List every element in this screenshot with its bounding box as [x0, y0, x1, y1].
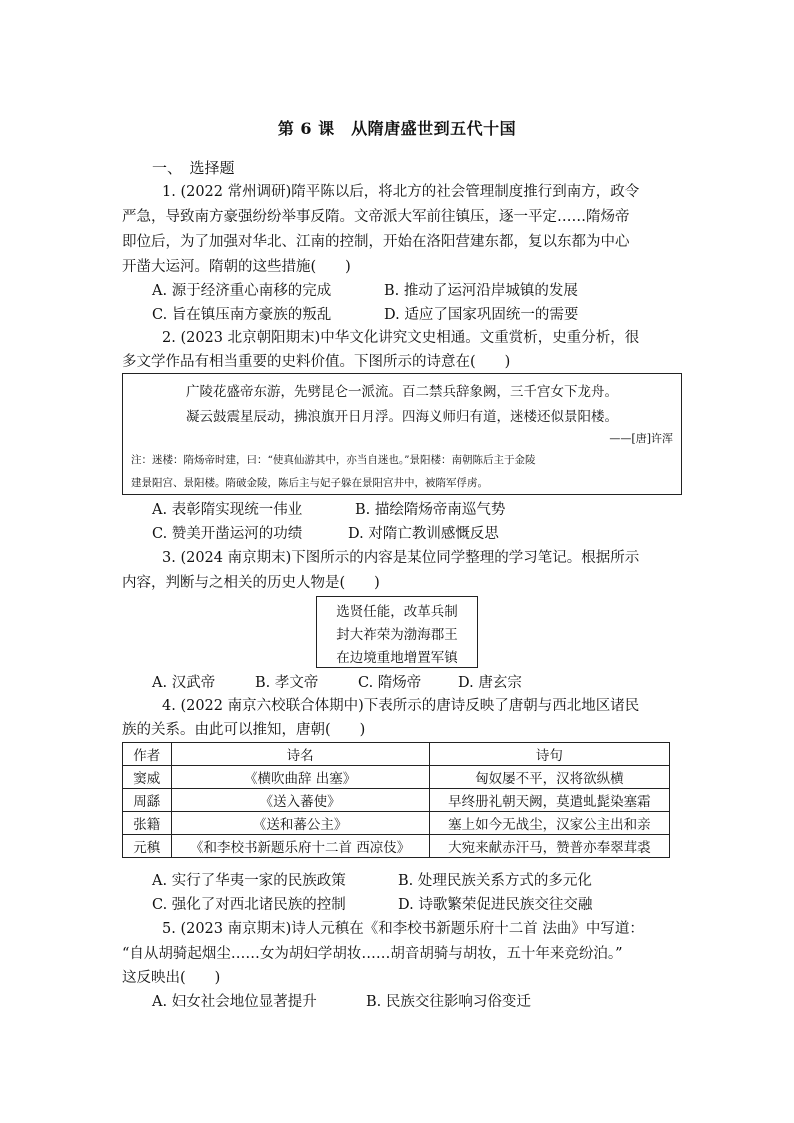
- q4-line: 4. (2022 南京六校联合体期中)下表所示的唐诗反映了唐朝与西北地区诸民: [162, 698, 640, 714]
- q1-line: 即位后，为了加强对华北、江南的控制，开始在洛阳营建东都，复以东都为中心: [122, 234, 630, 250]
- table-header: 作者: [123, 743, 172, 766]
- table-cell: 塞上如今无战尘，汉家公主出和亲: [429, 812, 669, 835]
- table-header: 诗句: [429, 743, 669, 766]
- table-cell: 《送和蕃公主》: [171, 812, 429, 835]
- poem-table: [122, 742, 670, 858]
- poem-line: 广陵花盛帝东游，先劈昆仑一派流。百二禁兵辞象阙，三千宫女下龙舟。: [186, 384, 618, 400]
- q2-option-c: C. 赞美开凿运河的功绩: [152, 526, 303, 542]
- q3-line: 3. (2024 南京期末)下图所示的内容是某位同学整理的学习笔记。根据所示: [162, 550, 640, 566]
- q1-option-b: B. 推动了运河沿岸城镇的发展: [384, 283, 578, 299]
- q1-line: 严急，导致南方豪强纷纷举事反隋。文帝派大军前往镇压，逐一平定……隋炀帝: [122, 209, 630, 225]
- table-cell: 匈奴屡不平，汉将欲纵横: [429, 766, 669, 789]
- q1-option-a: A. 源于经济重心南移的完成: [152, 283, 332, 299]
- q1-line: 1. (2022 常州调研)隋平陈以后，将北方的社会管理制度推行到南方，政令: [162, 184, 640, 200]
- table-cell: 元稹: [123, 835, 172, 858]
- q2-line: 2. (2023 北京朝阳期末)中华文化讲究文史相通。文重赏析，史重分析，很: [162, 330, 640, 346]
- q5-line: 这反映出( ): [122, 970, 221, 986]
- q4-option-c: C. 强化了对西北诸民族的控制: [152, 897, 346, 913]
- table-cell: 张籍: [123, 812, 172, 835]
- table-header-row: [123, 743, 670, 766]
- q2-option-b: B. 描绘隋炀帝南巡气势: [355, 502, 506, 518]
- table-row: [123, 812, 670, 835]
- q1-option-d: D. 适应了国家巩固统一的需要: [384, 307, 579, 323]
- q2-option-a: A. 表彰隋实现统一伟业: [152, 502, 303, 518]
- table-cell: 大宛来献赤汗马，赞普亦奉翠茸裘: [429, 835, 669, 858]
- q3-option-d: D. 唐玄宗: [458, 675, 522, 691]
- poem-box: [122, 373, 682, 495]
- q5-option-b: B. 民族交往影响习俗变迁: [366, 994, 531, 1010]
- q5-line: 5. (2023 南京期末)诗人元稹在《和李校书新题乐府十二首 法曲》中写道：: [162, 921, 644, 937]
- table-cell: 周繇: [123, 789, 172, 812]
- q1-line: 开凿大运河。隋朝的这些措施( ): [122, 259, 351, 275]
- q3-option-b: B. 孝文帝: [255, 675, 319, 691]
- table-cell: 《横吹曲辞 出塞》: [171, 766, 429, 789]
- table-cell: 早终册礼朝天阙，莫遣虬髭染塞霜: [429, 789, 669, 812]
- poem-note-line: 注：迷楼：隋炀帝时建，曰：“使真仙游其中，亦当自迷也。”景阳楼：南朝陈后主于金陵: [131, 454, 536, 466]
- q1-option-c: C. 旨在镇压南方豪族的叛乱: [152, 307, 332, 323]
- q4-line: 族的关系。由此可以推知，唐朝( ): [122, 722, 366, 738]
- study-note: 封大祚荣为渤海郡王: [336, 627, 458, 643]
- q5-line: “自从胡骑起烟尘……女为胡妇学胡妆……胡音胡骑与胡妆，五十年来竞纷泊。”: [122, 946, 623, 962]
- table-cell: 《和李校书新题乐府十二首 西凉伎》: [171, 835, 429, 858]
- q4-option-b: B. 处理民族关系方式的多元化: [398, 873, 592, 889]
- table-cell: 《送入蕃使》: [171, 789, 429, 812]
- q3-line: 内容，判断与之相关的历史人物是( ): [122, 575, 380, 591]
- table-header: 诗名: [171, 743, 429, 766]
- study-note: 在边境重地增置军镇: [336, 650, 458, 666]
- q5-option-a: A. 妇女社会地位显著提升: [152, 994, 317, 1010]
- table-row: [123, 789, 670, 812]
- lesson-title: 第 6 课 从隋唐盛世到五代十国: [277, 119, 517, 138]
- poem-line: 凝云鼓震星辰动，拂浪旗开日月浮。四海义师归有道，迷楼还似景阳楼。: [186, 409, 618, 425]
- q3-option-a: A. 汉武帝: [152, 675, 216, 691]
- study-notes-box: [316, 596, 478, 668]
- table-cell: 窦威: [123, 766, 172, 789]
- q4-option-a: A. 实行了华夷一家的民族政策: [152, 873, 346, 889]
- poem-author: ——[唐]许浑: [609, 432, 673, 445]
- q4-option-d: D. 诗歌繁荣促进民族交往交融: [398, 897, 593, 913]
- poem-note-line: 建景阳宫、景阳楼。隋破金陵，陈后主与妃子躲在景阳宫井中，被隋军俘虏。: [131, 477, 488, 489]
- table-row: [123, 766, 670, 789]
- study-note: 选贤任能，改革兵制: [336, 604, 458, 620]
- q2-line: 多文学作品有相当重要的史料价值。下图所示的诗意在( ): [122, 354, 511, 370]
- table-row: [123, 835, 670, 858]
- q3-option-c: C. 隋炀帝: [358, 675, 422, 691]
- section-heading: 一、 选择题: [152, 159, 235, 177]
- q2-option-d: D. 对隋亡教训感慨反思: [348, 526, 499, 542]
